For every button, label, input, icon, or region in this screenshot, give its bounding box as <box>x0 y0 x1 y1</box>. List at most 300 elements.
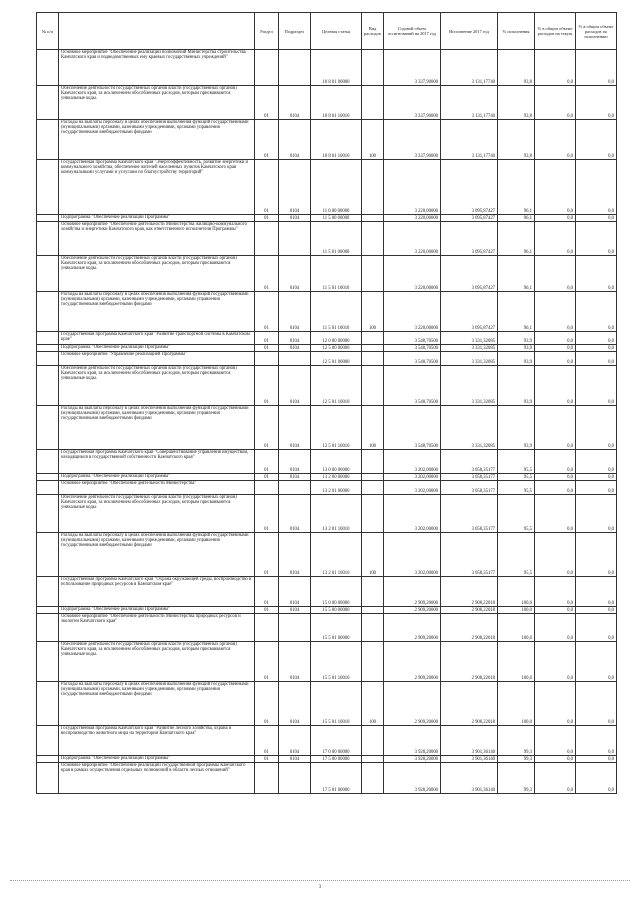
row-share-total-cell: 0,0 <box>535 86 576 120</box>
row-plan-cell: 3 548,70500 <box>384 406 441 450</box>
col-header-fact: Исполнение 2017 год <box>441 13 498 50</box>
row-share-plan-cell: 0,0 <box>576 533 617 577</box>
table-row <box>37 292 617 332</box>
row-num-cell <box>37 332 59 345</box>
row-podrazdel-cell: 0104 <box>279 256 311 292</box>
row-celevaya-cell: 11 0 00 00000 <box>311 160 362 215</box>
row-num-cell <box>37 682 59 726</box>
row-celevaya-cell: 15 0 00 00000 <box>311 577 362 607</box>
row-num-cell <box>37 222 59 256</box>
row-num-cell <box>37 577 59 607</box>
row-share-total-cell: 0,0 <box>535 614 576 642</box>
col-header-plan: Годовой объем ассигнований на 2017 год <box>384 13 441 50</box>
row-plan-cell: 3 202,00000 <box>384 481 441 495</box>
row-razdel-cell: 01 <box>255 756 279 763</box>
row-celevaya-cell: 12 5 01 00000 <box>311 352 362 366</box>
row-vid-cell: 100 <box>362 533 384 577</box>
row-share-total-cell: 0,0 <box>535 352 576 366</box>
row-fact-cell: 2 908,22018 <box>441 614 498 642</box>
row-share-total-cell: 0,0 <box>535 577 576 607</box>
row-name-cell: Основное мероприятие "Управление реализацией Программы" <box>59 352 255 366</box>
row-share-total-cell: 0,0 <box>535 763 576 794</box>
row-pct-cell: 96,1 <box>498 292 535 332</box>
table-header-row <box>37 13 617 50</box>
row-vid-cell <box>362 614 384 642</box>
row-share-total-cell: 0,0 <box>535 474 576 481</box>
table-row <box>37 533 617 577</box>
row-celevaya-cell: 17 0 00 00000 <box>311 726 362 756</box>
row-share-plan-cell: 0,0 <box>576 450 617 474</box>
row-pct-cell: 93,8 <box>498 120 535 160</box>
col-header-vid: Вид расходов <box>362 13 384 50</box>
row-pct-cell: 93,9 <box>498 352 535 366</box>
row-name-cell: Обеспечение деятельности государственных органов власти (государственных органов) Камчатского края, за исключением обособленных расходов, которым присваиваются уникальные коды. <box>59 495 255 533</box>
row-plan-cell: 3 220,00000 <box>384 292 441 332</box>
row-fact-cell: 3 095,87427 <box>441 222 498 256</box>
row-plan-cell: 3 928,20000 <box>384 726 441 756</box>
row-plan-cell: 2 909,20000 <box>384 607 441 614</box>
row-share-total-cell: 0,0 <box>535 607 576 614</box>
row-share-plan-cell: 0,0 <box>576 292 617 332</box>
row-razdel-cell: 01 <box>255 533 279 577</box>
row-celevaya-cell: 12 0 00 00000 <box>311 332 362 345</box>
col-header-share-total: % в общем объеме расходов на текущ <box>535 13 576 50</box>
col-header-num: № п/п <box>37 13 59 50</box>
row-vid-cell <box>362 642 384 682</box>
row-name-cell: Подпрограмма "Обеспечение реализации Программы" <box>59 215 255 222</box>
row-share-total-cell: 0,0 <box>535 222 576 256</box>
row-num-cell <box>37 215 59 222</box>
row-plan-cell: 3 220,00000 <box>384 160 441 215</box>
row-celevaya-cell: 13 2 00 00000 <box>311 474 362 481</box>
row-fact-cell: 3 331,32085 <box>441 332 498 345</box>
table-row <box>37 332 617 345</box>
row-vid-cell <box>362 577 384 607</box>
row-vid-cell: 100 <box>362 292 384 332</box>
row-razdel-cell: 01 <box>255 160 279 215</box>
row-num-cell <box>37 756 59 763</box>
row-pct-cell: 100,0 <box>498 607 535 614</box>
row-plan-cell: 2 909,20000 <box>384 577 441 607</box>
row-razdel-cell: 01 <box>255 256 279 292</box>
row-celevaya-cell: 12 5 00 00000 <box>311 345 362 352</box>
row-razdel-cell: 01 <box>255 345 279 352</box>
row-share-plan-cell: 0,0 <box>576 332 617 345</box>
row-plan-cell: 3 202,00000 <box>384 495 441 533</box>
row-razdel-cell: 01 <box>255 120 279 160</box>
row-share-total-cell: 0,0 <box>535 256 576 292</box>
table-row <box>37 450 617 474</box>
row-fact-cell: 3 095,87427 <box>441 292 498 332</box>
row-celevaya-cell: 15 5 01 10010 <box>311 642 362 682</box>
col-header-name <box>59 13 255 50</box>
row-pct-cell: 95,5 <box>498 450 535 474</box>
row-name-cell: Государственная программа Камчатского края "Развитие транспортной системы в Камчатском крае" <box>59 332 255 345</box>
row-razdel-cell <box>255 222 279 256</box>
row-celevaya-cell: 17 5 00 00000 <box>311 756 362 763</box>
table-row <box>37 215 617 222</box>
row-share-total-cell: 0,0 <box>535 682 576 726</box>
row-plan-cell: 3 548,70500 <box>384 352 441 366</box>
table-row <box>37 577 617 607</box>
row-num-cell <box>37 481 59 495</box>
row-name-cell: Обеспечение деятельности государственных органов власти (государственных органов) Камчатского края, за исключением обособленных расходов, которым присваиваются уникальные коды. <box>59 366 255 406</box>
row-name-cell: Основное мероприятие "Обеспечение реализации государственной программы Камчатского края в рамках осуществления отдельных полномочий в области лесных отношений" <box>59 763 255 794</box>
row-vid-cell: 100 <box>362 406 384 450</box>
row-podrazdel-cell: 0104 <box>279 292 311 332</box>
row-share-total-cell: 0,0 <box>535 726 576 756</box>
row-fact-cell: 2 908,22018 <box>441 642 498 682</box>
table-row <box>37 222 617 256</box>
row-plan-cell: 3 548,70500 <box>384 366 441 406</box>
col-header-celevaya: Целевая статья <box>311 13 362 50</box>
row-name-cell: Расходы на выплаты персоналу в целях обеспечения выполнения функций государственными (муниципальными) органами, казенными учреждениями, органами управления государственными внебюджетными фондами <box>59 120 255 160</box>
row-celevaya-cell: 12 5 01 10010 <box>311 406 362 450</box>
row-plan-cell: 2 909,20000 <box>384 642 441 682</box>
row-name-cell: Государственная программа Камчатского края "Охрана окружающей среды, воспроизводство и использование природных ресурсов в Камчатском крае" <box>59 577 255 607</box>
row-podrazdel-cell <box>279 614 311 642</box>
row-podrazdel-cell <box>279 763 311 794</box>
row-share-plan-cell: 0,0 <box>576 120 617 160</box>
row-plan-cell: 3 202,00000 <box>384 450 441 474</box>
row-share-total-cell: 0,0 <box>535 160 576 215</box>
row-podrazdel-cell <box>279 222 311 256</box>
row-fact-cell: 3 901,36140 <box>441 756 498 763</box>
row-fact-cell: 3 331,32085 <box>441 406 498 450</box>
table-row <box>37 682 617 726</box>
row-vid-cell <box>362 726 384 756</box>
row-share-plan-cell: 0,0 <box>576 726 617 756</box>
table-row <box>37 366 617 406</box>
row-share-plan-cell: 0,0 <box>576 682 617 726</box>
row-num-cell <box>37 533 59 577</box>
row-fact-cell: 3 131,17740 <box>441 86 498 120</box>
col-header-share-plan: % в общем объеме расходов по исполнению <box>576 13 617 50</box>
table-row <box>37 50 617 86</box>
table-row <box>37 607 617 614</box>
row-fact-cell: 3 058,35177 <box>441 495 498 533</box>
row-num-cell <box>37 726 59 756</box>
row-share-total-cell: 0,0 <box>535 642 576 682</box>
row-plan-cell: 2 909,20000 <box>384 682 441 726</box>
row-name-cell: Подпрограмма "Обеспечение реализации Программы" <box>59 345 255 352</box>
row-plan-cell: 3 220,00000 <box>384 222 441 256</box>
row-share-plan-cell: 0,0 <box>576 406 617 450</box>
row-podrazdel-cell: 0104 <box>279 120 311 160</box>
row-name-cell: Обеспечение деятельности государственных органов власти (государственных органов) Камчатского края, за исключением обособленных расходов, которым присваиваются уникальные коды. <box>59 256 255 292</box>
row-celevaya-cell: 13 2 01 10010 <box>311 495 362 533</box>
row-pct-cell: 95,5 <box>498 495 535 533</box>
row-razdel-cell: 01 <box>255 215 279 222</box>
row-share-plan-cell: 0,0 <box>576 345 617 352</box>
row-razdel-cell: 01 <box>255 86 279 120</box>
row-vid-cell <box>362 756 384 763</box>
row-share-plan-cell: 0,0 <box>576 642 617 682</box>
row-num-cell <box>37 256 59 292</box>
row-vid-cell: 100 <box>362 120 384 160</box>
row-fact-cell: 3 131,17740 <box>441 120 498 160</box>
row-podrazdel-cell: 0104 <box>279 474 311 481</box>
row-fact-cell: 3 095,87427 <box>441 160 498 215</box>
row-plan-cell: 2 909,20000 <box>384 614 441 642</box>
row-name-cell: Государственная программа Камчатского края "Энергоэффективность, развитие энергетики и коммунального хозяйства, обеспечение жителей населенных пунктов Камчатского края коммунальными услугами и услугами по благоустройству территорий" <box>59 160 255 215</box>
row-fact-cell: 3 058,35177 <box>441 474 498 481</box>
row-celevaya-cell: 17 5 01 00000 <box>311 763 362 794</box>
row-share-plan-cell: 0,0 <box>576 222 617 256</box>
row-pct-cell: 93,8 <box>498 50 535 86</box>
row-pct-cell: 96,1 <box>498 215 535 222</box>
row-pct-cell: 99,3 <box>498 763 535 794</box>
row-num-cell <box>37 352 59 366</box>
row-num-cell <box>37 86 59 120</box>
row-pct-cell: 95,5 <box>498 481 535 495</box>
row-celevaya-cell: 15 5 01 10010 <box>311 682 362 726</box>
table-row <box>37 474 617 481</box>
row-share-total-cell: 0,0 <box>535 292 576 332</box>
row-vid-cell <box>362 474 384 481</box>
row-num-cell <box>37 763 59 794</box>
row-name-cell: Обеспечение деятельности государственных органов власти (государственных органов) Камчатского края, за исключением обособленных расходов, которым присваиваются уникальные коды. <box>59 642 255 682</box>
row-razdel-cell: 01 <box>255 726 279 756</box>
table-row <box>37 86 617 120</box>
row-name-cell: Основное мероприятие "Обеспечение деятельности Министерства жилищно-коммунального хозяйства и энергетики Камчатского края, как ответственного исполнителя Программы" <box>59 222 255 256</box>
row-vid-cell <box>362 160 384 215</box>
table-row <box>37 763 617 794</box>
row-celevaya-cell: 10 8 01 10010 <box>311 86 362 120</box>
col-header-pct: % исполнения <box>498 13 535 50</box>
row-podrazdel-cell: 0104 <box>279 160 311 215</box>
row-num-cell <box>37 50 59 86</box>
row-fact-cell: 3 131,17740 <box>441 50 498 86</box>
row-share-plan-cell: 0,0 <box>576 215 617 222</box>
row-fact-cell: 2 908,22018 <box>441 682 498 726</box>
row-fact-cell: 3 058,35177 <box>441 481 498 495</box>
row-num-cell <box>37 345 59 352</box>
row-pct-cell: 93,9 <box>498 345 535 352</box>
row-fact-cell: 3 095,87427 <box>441 256 498 292</box>
row-razdel-cell <box>255 481 279 495</box>
row-vid-cell <box>362 495 384 533</box>
row-fact-cell: 3 331,32085 <box>441 366 498 406</box>
row-vid-cell <box>362 50 384 86</box>
row-podrazdel-cell: 0104 <box>279 215 311 222</box>
row-num-cell <box>37 642 59 682</box>
row-plan-cell: 3 548,70500 <box>384 345 441 352</box>
row-share-plan-cell: 0,0 <box>576 50 617 86</box>
row-num-cell <box>37 474 59 481</box>
row-razdel-cell: 01 <box>255 406 279 450</box>
row-podrazdel-cell <box>279 50 311 86</box>
budget-report-table-sheet <box>36 12 616 794</box>
row-share-total-cell: 0,0 <box>535 120 576 160</box>
row-pct-cell: 99,3 <box>498 726 535 756</box>
row-vid-cell <box>362 222 384 256</box>
row-podrazdel-cell: 0104 <box>279 450 311 474</box>
row-share-plan-cell: 0,0 <box>576 607 617 614</box>
row-vid-cell <box>362 345 384 352</box>
row-razdel-cell <box>255 50 279 86</box>
row-celevaya-cell: 13 0 00 00000 <box>311 450 362 474</box>
row-podrazdel-cell: 0104 <box>279 642 311 682</box>
row-share-plan-cell: 0,0 <box>576 474 617 481</box>
table-row <box>37 495 617 533</box>
row-podrazdel-cell: 0104 <box>279 533 311 577</box>
table-row <box>37 726 617 756</box>
row-celevaya-cell: 11 5 00 00000 <box>311 215 362 222</box>
row-num-cell <box>37 366 59 406</box>
row-podrazdel-cell <box>279 352 311 366</box>
row-vid-cell: 100 <box>362 682 384 726</box>
row-celevaya-cell: 11 5 01 00000 <box>311 222 362 256</box>
row-share-plan-cell: 0,0 <box>576 614 617 642</box>
row-celevaya-cell: 15 5 01 00000 <box>311 614 362 642</box>
row-num-cell <box>37 450 59 474</box>
row-share-total-cell: 0,0 <box>535 332 576 345</box>
row-name-cell: Государственная программа Камчатского края "Совершенствование управления имуществом, находящимся в государственной собственности Камчатского края" <box>59 450 255 474</box>
row-plan-cell: 3 337,90000 <box>384 86 441 120</box>
row-pct-cell: 100,0 <box>498 682 535 726</box>
row-plan-cell: 3 548,70500 <box>384 332 441 345</box>
row-num-cell <box>37 614 59 642</box>
row-name-cell: Подпрограмма "Обеспечение реализации Программы" <box>59 474 255 481</box>
row-vid-cell <box>362 256 384 292</box>
row-name-cell: Основное мероприятие "Обеспечение реализации полномочий Министерства строительства Камчатского края и подведомственных ему краевых государственных учреждений" <box>59 50 255 86</box>
row-podrazdel-cell: 0104 <box>279 345 311 352</box>
row-celevaya-cell: 13 2 01 10010 <box>311 533 362 577</box>
row-plan-cell: 3 337,90000 <box>384 50 441 86</box>
row-num-cell <box>37 292 59 332</box>
row-vid-cell <box>362 332 384 345</box>
row-razdel-cell: 01 <box>255 577 279 607</box>
col-header-podrazdel: Подраздел <box>279 13 311 50</box>
row-podrazdel-cell: 0104 <box>279 86 311 120</box>
row-podrazdel-cell: 0104 <box>279 332 311 345</box>
budget-execution-table <box>36 12 617 794</box>
row-share-plan-cell: 0,0 <box>576 577 617 607</box>
row-share-total-cell: 0,0 <box>535 450 576 474</box>
row-podrazdel-cell: 0104 <box>279 406 311 450</box>
row-razdel-cell: 01 <box>255 332 279 345</box>
row-fact-cell: 3 901,36140 <box>441 763 498 794</box>
row-vid-cell <box>362 763 384 794</box>
row-num-cell <box>37 607 59 614</box>
row-pct-cell: 99,3 <box>498 756 535 763</box>
row-podrazdel-cell: 0104 <box>279 577 311 607</box>
row-fact-cell: 3 058,35177 <box>441 533 498 577</box>
row-pct-cell: 100,0 <box>498 642 535 682</box>
row-share-total-cell: 0,0 <box>535 756 576 763</box>
row-podrazdel-cell: 0104 <box>279 726 311 756</box>
row-vid-cell <box>362 450 384 474</box>
row-name-cell: Расходы на выплаты персоналу в целях обеспечения выполнения функций государственными (муниципальными) органами, казенными учреждениями, органами управления государственными внебюджетными фондами <box>59 533 255 577</box>
row-share-plan-cell: 0,0 <box>576 256 617 292</box>
row-num-cell <box>37 120 59 160</box>
row-share-plan-cell: 0,0 <box>576 86 617 120</box>
row-fact-cell: 2 908,22018 <box>441 607 498 614</box>
row-share-plan-cell: 0,0 <box>576 495 617 533</box>
row-share-total-cell: 0,0 <box>535 481 576 495</box>
row-pct-cell: 96,1 <box>498 222 535 256</box>
row-celevaya-cell: 12 5 01 10010 <box>311 366 362 406</box>
row-name-cell: Подпрограмма "Обеспечение реализации Программы" <box>59 756 255 763</box>
row-pct-cell: 93,9 <box>498 332 535 345</box>
row-name-cell: Расходы на выплаты персоналу в целях обеспечения выполнения функций государственными (муниципальными) органами, казенными учреждениями, органами управления государственными внебюджетными фондами <box>59 406 255 450</box>
table-row <box>37 642 617 682</box>
row-fact-cell: 3 901,36140 <box>441 726 498 756</box>
table-row <box>37 481 617 495</box>
row-name-cell: Государственная программа Камчатского края "Развитие лесного хозяйства, охрана и воспроизводство животного мира на территории Камчатского края" <box>59 726 255 756</box>
row-vid-cell <box>362 86 384 120</box>
row-share-plan-cell: 0,0 <box>576 763 617 794</box>
row-razdel-cell: 01 <box>255 642 279 682</box>
row-name-cell: Основное мероприятие "Обеспечение деятельности Министерства природных ресурсов и экологии Камчатского края" <box>59 614 255 642</box>
row-podrazdel-cell: 0104 <box>279 495 311 533</box>
row-pct-cell: 95,5 <box>498 474 535 481</box>
row-podrazdel-cell: 0104 <box>279 682 311 726</box>
row-vid-cell <box>362 352 384 366</box>
row-plan-cell: 3 202,00000 <box>384 474 441 481</box>
table-row <box>37 352 617 366</box>
row-razdel-cell: 01 <box>255 474 279 481</box>
table-row <box>37 406 617 450</box>
row-plan-cell: 3 928,20000 <box>384 763 441 794</box>
row-vid-cell <box>362 481 384 495</box>
row-razdel-cell <box>255 352 279 366</box>
row-pct-cell: 100,0 <box>498 577 535 607</box>
row-plan-cell: 3 337,90000 <box>384 120 441 160</box>
row-fact-cell: 3 095,87427 <box>441 215 498 222</box>
row-fact-cell: 3 058,35177 <box>441 450 498 474</box>
row-share-total-cell: 0,0 <box>535 495 576 533</box>
row-celevaya-cell: 15 5 00 00000 <box>311 607 362 614</box>
row-fact-cell: 3 331,32085 <box>441 352 498 366</box>
row-podrazdel-cell: 0104 <box>279 607 311 614</box>
row-vid-cell <box>362 607 384 614</box>
row-fact-cell: 3 331,32085 <box>441 345 498 352</box>
table-row <box>37 614 617 642</box>
row-plan-cell: 3 928,20000 <box>384 756 441 763</box>
row-podrazdel-cell: 0104 <box>279 756 311 763</box>
row-podrazdel-cell <box>279 481 311 495</box>
row-share-total-cell: 0,0 <box>535 406 576 450</box>
row-fact-cell: 2 908,22018 <box>441 577 498 607</box>
row-num-cell <box>37 495 59 533</box>
row-num-cell <box>37 406 59 450</box>
row-share-total-cell: 0,0 <box>535 366 576 406</box>
table-row <box>37 756 617 763</box>
page-number: 3 <box>318 885 322 890</box>
row-vid-cell <box>362 215 384 222</box>
row-plan-cell: 3 220,00000 <box>384 215 441 222</box>
row-pct-cell: 93,9 <box>498 406 535 450</box>
row-share-total-cell: 0,0 <box>535 215 576 222</box>
row-pct-cell: 95,5 <box>498 533 535 577</box>
row-share-plan-cell: 0,0 <box>576 366 617 406</box>
row-pct-cell: 93,9 <box>498 366 535 406</box>
row-share-plan-cell: 0,0 <box>576 160 617 215</box>
row-share-total-cell: 0,0 <box>535 533 576 577</box>
row-num-cell <box>37 160 59 215</box>
row-razdel-cell: 01 <box>255 366 279 406</box>
row-vid-cell <box>362 366 384 406</box>
row-share-total-cell: 0,0 <box>535 50 576 86</box>
row-share-plan-cell: 0,0 <box>576 481 617 495</box>
row-name-cell: Подпрограмма "Обеспечение реализации Программы" <box>59 607 255 614</box>
row-pct-cell: 96,1 <box>498 256 535 292</box>
row-razdel-cell: 01 <box>255 682 279 726</box>
row-razdel-cell: 01 <box>255 450 279 474</box>
row-name-cell: Основное мероприятие "Обеспечение деятельности Министерства" <box>59 481 255 495</box>
